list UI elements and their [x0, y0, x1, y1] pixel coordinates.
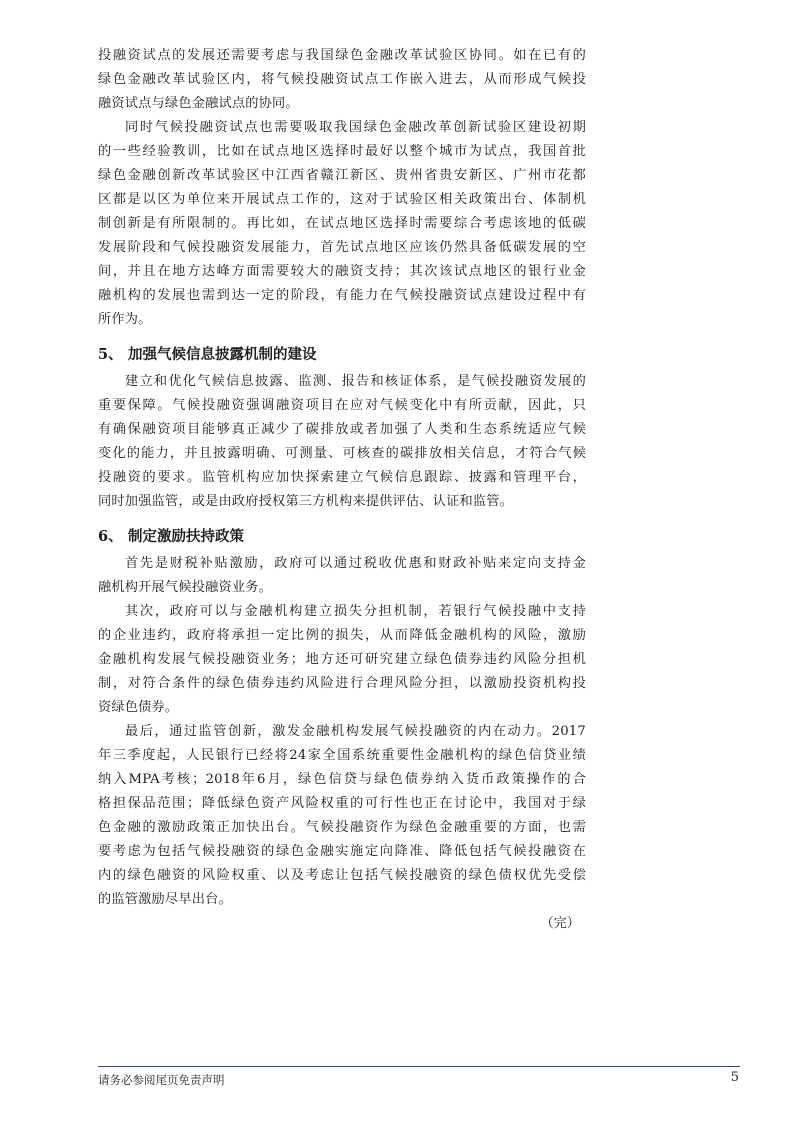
footer-divider [98, 1066, 740, 1067]
end-mark: （完） [540, 916, 580, 931]
paragraph-pilot-coordination [98, 44, 586, 116]
text-line: 绿色金融创新改革试验区中江西省赣江新区、贵州省贵安新区、广州市花都 [98, 168, 586, 183]
section-number: 6、 [98, 528, 123, 545]
text-line: 首先是财税补贴激励，政府可以通过税收优惠和财政补贴来定向支持金 [125, 556, 586, 571]
text-line: 的监管激励尽早出台。 [98, 892, 232, 907]
page-number: 5 [730, 1070, 739, 1085]
text-line: 制创新是有所限制的。再比如，在试点地区选择时需要综合考虑该地的低碳 [98, 216, 586, 231]
section-number: 5、 [98, 346, 123, 363]
section-6-heading [98, 524, 586, 550]
text-line: 绿色金融改革试验区内，将气候投融资试点工作嵌入进去，从而形成气候投 [98, 72, 586, 87]
text-line: 变化的能力，并且披露明确、可测量、可核查的碳排放相关信息，才符合气候 [98, 446, 586, 461]
paragraph-pilot-lessons [98, 116, 586, 332]
text-line: 年三季度起，人民银行已经将24家全国系统重要性金融机构的绿色信贷业绩 [98, 748, 586, 763]
document-body [98, 44, 586, 936]
text-line: 制，对符合条件的绿色债券违约风险进行合理风险分担，以激励投资机构投 [98, 676, 586, 691]
text-line: 建立和优化气候信息披露、监测、报告和核证体系，是气候投融资发展的 [125, 374, 586, 389]
text-line: 色金融的激励政策正加快出台。气候投融资作为绿色金融重要的方面，也需 [98, 820, 586, 835]
text-line: 内的绿色融资的风险权重、以及考虑让包括气候投融资的绿色债权优先受偿 [98, 868, 586, 883]
text-line: 其次，政府可以与金融机构建立损失分担机制，若银行气候投融中支持 [125, 604, 586, 619]
section-title: 制定激励扶持政策 [128, 528, 244, 545]
text-line: 融机构的发展也需到达一定的阶段，有能力在气候投融资试点建设过程中有 [98, 288, 586, 303]
paragraph-section-5 [98, 370, 586, 514]
footer-disclaimer: 请务必参阅尾页免责声明 [98, 1073, 225, 1087]
text-line: 区都是以区为单位来开展试点工作的，这对于试验区相关政策出台、体制机 [98, 192, 586, 207]
text-line: 发展阶段和气候投融资发展能力，首先试点地区应该仍然具备低碳发展的空 [98, 240, 586, 255]
text-line: 的一些经验教训，比如在试点地区选择时最好以整个城市为试点，我国首批 [98, 144, 586, 159]
text-line: 投融资试点的发展还需要考虑与我国绿色金融改革试验区协同。如在已有的 [98, 48, 586, 63]
text-line: 纳入MPA考核；2018年6月，绿色信贷与绿色债券纳入货币政策操作的合 [98, 772, 586, 787]
text-line: 投融资的要求。监管机构应加快探索建立气候信息跟踪、披露和管理平台， [98, 470, 586, 485]
text-line: 融机构开展气候投融资业务。 [98, 580, 273, 595]
section-5-heading [98, 342, 586, 368]
paragraph-section-6-second [98, 600, 586, 720]
text-line: 融资试点与绿色金融试点的协同。 [98, 96, 299, 111]
text-line: 最后，通过监管创新，激发金融机构发展气候投融资的内在动力。2017 [125, 724, 586, 739]
paragraph-section-6-last [98, 720, 586, 912]
section-title: 加强气候信息披露机制的建设 [128, 346, 317, 363]
text-line: 重要保障。气候投融资强调融资项目在应对气候变化中有所贡献，因此，只 [98, 398, 586, 413]
text-line: 有确保融资项目能够真正减少了碳排放或者加强了人类和生态系统适应气候 [98, 422, 586, 437]
text-line: 间，并且在地方达峰方面需要较大的融资支持；其次该试点地区的银行业金 [98, 264, 586, 279]
text-line: 同时加强监管，或是由政府授权第三方机构来提供评估、认证和监管。 [98, 494, 514, 509]
text-line: 所作为。 [98, 312, 152, 327]
text-line: 的企业违约，政府将承担一定比例的损失，从而降低金融机构的风险，激励 [98, 628, 586, 643]
text-line: 格担保品范围；降低绿色资产风险权重的可行性也正在讨论中，我国对于绿 [98, 796, 586, 811]
text-line: 同时气候投融资试点也需要吸取我国绿色金融改革创新试验区建设初期 [125, 120, 586, 135]
text-line: 要考虑为包括气候投融资的绿色金融实施定向降准、降低包括气候投融资在 [98, 844, 586, 859]
text-line: 金融机构发展气候投融资业务；地方还可研究建立绿色债券违约风险分担机 [98, 652, 586, 667]
text-line: 资绿色债券。 [98, 700, 179, 715]
paragraph-section-6-first [98, 552, 586, 600]
